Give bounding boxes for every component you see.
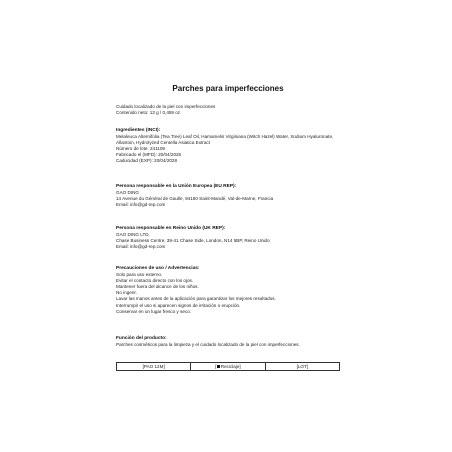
precaution-item: Conservar en un lugar fresco y seco. [116, 308, 192, 314]
lot-cell: [LOT] [296, 364, 309, 369]
ingredients-text: Melaleuca Alternifolia (Tea Tree) Leaf Oil, Hamamelis Virginiana (Witch Hazel) Water, Sodium Hyaluronate, Allantoin, Hydrolyzed Centella Asiatica Extract [116, 134, 334, 146]
intro-line-1: Cuidado localizado de la piel con imperfecciones [116, 104, 216, 109]
precaution-item: Evitar el contacto directo con los ojos. [116, 278, 194, 284]
eu-rep-heading: Persona responsable en la Unión Europea (EU REP): [116, 184, 237, 189]
manufacture-date: Fabricado el (MFD): 20/04/2025 [116, 152, 182, 158]
uk-rep-block [116, 226, 340, 250]
symbols-table [116, 362, 340, 371]
intro-block [116, 104, 340, 116]
eu-rep-address: 14 Avenue du Général de Gaulle, 94160 Saint-Mandé, Val-de-Marne, Francia [116, 196, 274, 202]
function-block [116, 336, 340, 348]
function-text: Parches cosméticos para la limpieza y el cuidado localizado de la piel con imperfecciones. [116, 342, 300, 348]
function-heading: Función del producto: [116, 336, 167, 341]
uk-rep-address: Chase Business Centre, 39-41 Chase Side, London, N14 5BP, Reino Unido [116, 238, 270, 244]
uk-rep-name: GAO DING LTD. [116, 232, 150, 238]
precautions-heading: Precauciones de uso / Advertencias: [116, 266, 200, 271]
precaution-item: Lavar las manos antes de la aplicación para garantizar los mejores resultados. [116, 296, 276, 302]
ingredients-heading: Ingredientes (INCI): [116, 128, 161, 133]
page-title: Parches para imperfecciones [172, 84, 284, 93]
precaution-item: Solo para uso externo. [116, 272, 163, 278]
ingredients-block [116, 128, 340, 165]
lot-number: Número de lote: 241109 [116, 146, 165, 152]
precaution-item: No ingerir. [116, 290, 137, 296]
precaution-item: Interrumpir el uso si aparecen signos de irritación o erupción. [116, 302, 241, 308]
uk-rep-email: Email: info@gd-rep.com [116, 244, 166, 250]
pao-cell: [PAO 12M] [117, 363, 191, 370]
recycle-cell [191, 363, 265, 370]
eu-rep-name: GAO DING [116, 190, 139, 196]
eu-rep-email: Email: info@gd-rep.com [116, 202, 166, 208]
recycle-icon [217, 365, 221, 369]
intro-line-2: Contenido neto: 13 g / 0,459 oz [116, 110, 181, 116]
recycle-label: Reciclaje] [220, 364, 241, 369]
precautions-block [116, 266, 340, 315]
precaution-item: Mantener fuera del alcance de los niños. [116, 284, 199, 290]
expiry-date: Caducidad (EXP): 20/04/2028 [116, 158, 178, 164]
eu-rep-block [116, 184, 340, 208]
uk-rep-heading: Persona responsable en Reino Unido (UK REP): [116, 226, 226, 231]
